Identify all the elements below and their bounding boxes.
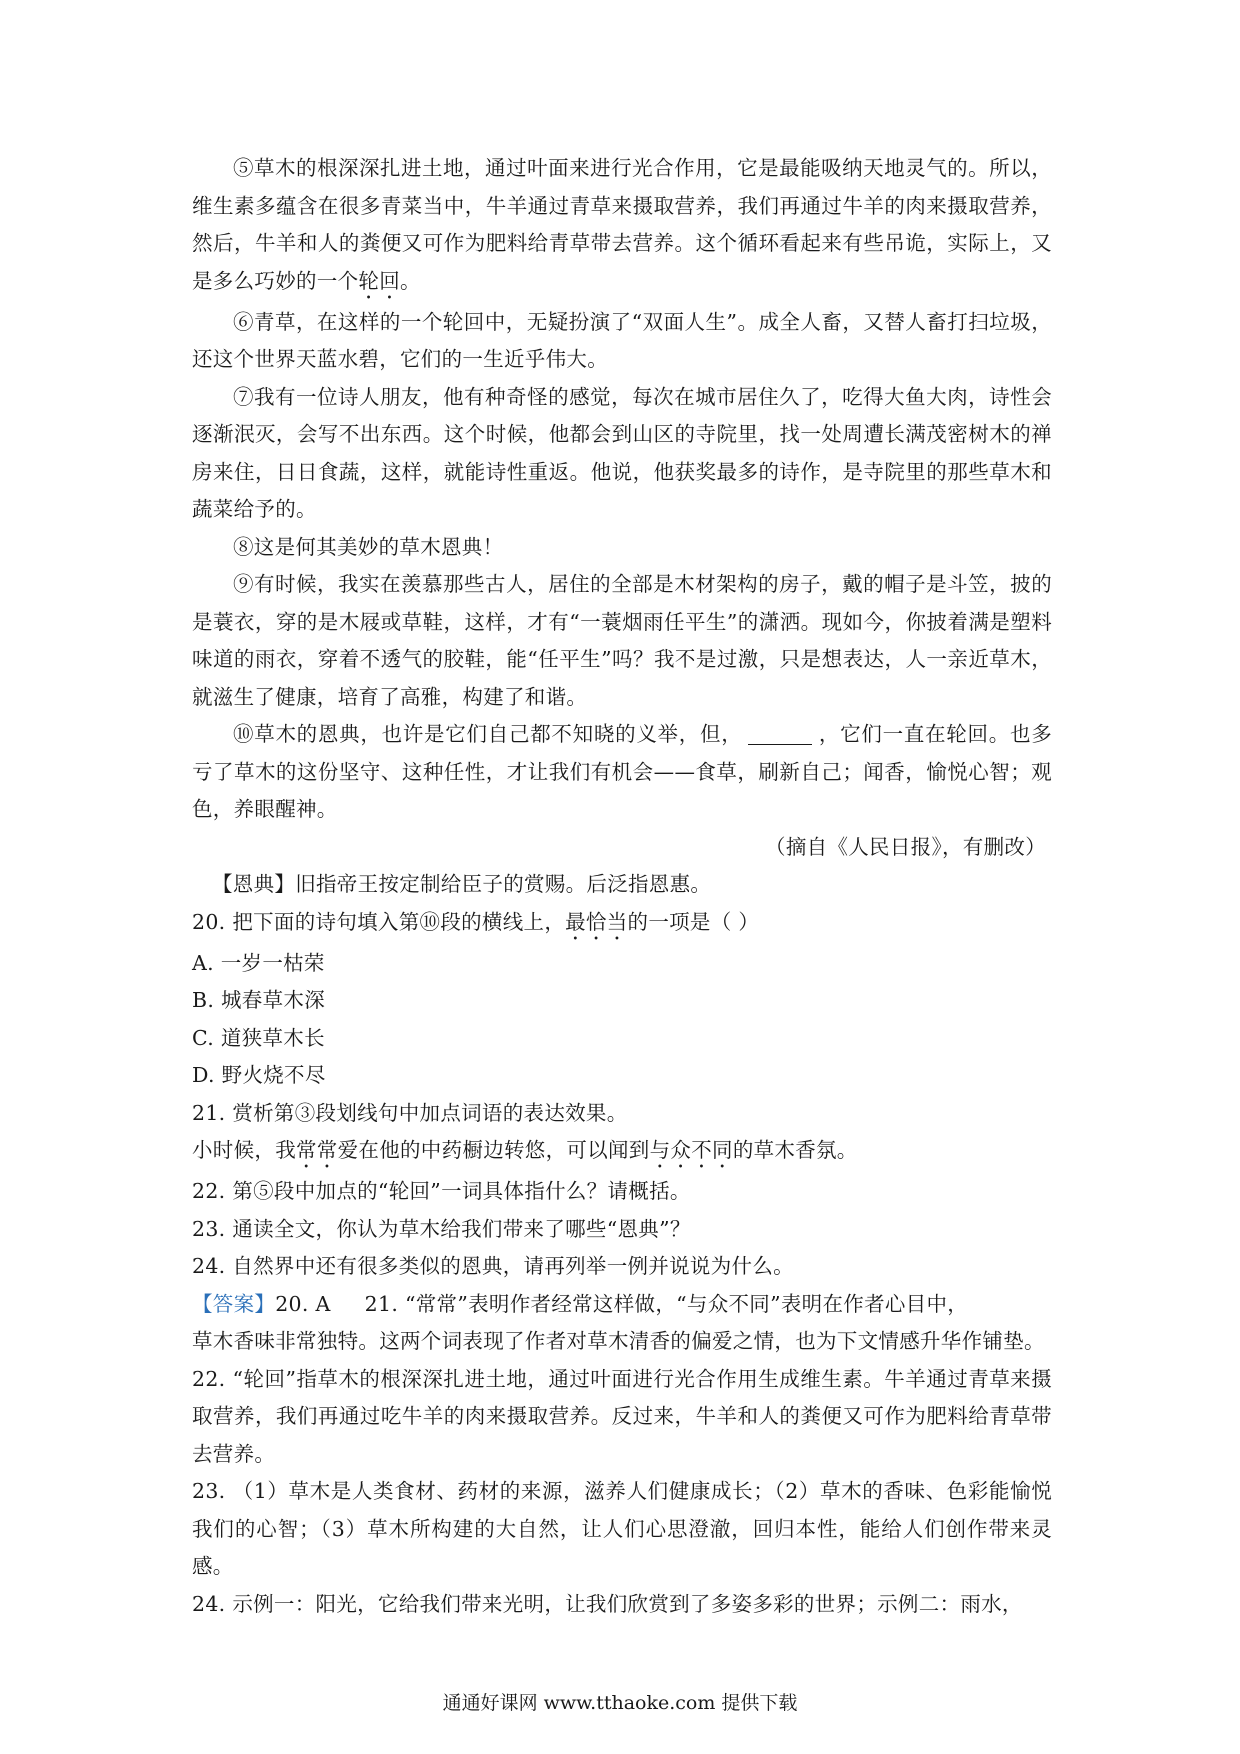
answer-20: 20. A xyxy=(275,1291,331,1316)
paragraph-6: ⑥青草，在这样的一个轮回中，无疑扮演了“双面人生”。成全人畜，又替人畜打扫垃圾，还这个世界天蓝水碧，它们的一生近乎伟大。 xyxy=(192,309,1052,371)
answer-21-first: 21. “常常”表明作者经常这样做，“与众不同”表明在作者心目中， xyxy=(364,1291,969,1316)
source-citation: （摘自《人民日报》，有删改） xyxy=(765,834,1046,859)
question-20-before: 20. 把下面的诗句填入第⑩段的横线上， xyxy=(192,909,566,934)
answer-20-21 xyxy=(192,1286,1052,1324)
paragraph-5 xyxy=(192,150,1052,304)
paragraph-10-before: ⑩草木的恩典，也许是它们自己都不知晓的义举，但， xyxy=(233,722,743,746)
question-24: 24. 自然界中还有很多类似的恩典，请再列举一例并说说为什么。 xyxy=(192,1254,794,1278)
sentence-part-3: 的草木香氛。 xyxy=(732,1138,858,1162)
option-c: C. 道狭草木长 xyxy=(192,1025,325,1050)
paragraph-10 xyxy=(192,716,1052,829)
answer-22: 22. “轮回”指草木的根深深扎进土地，通过叶面进行光合作用生成维生素。牛羊通过青草来摄取营养，我们再通过吃牛羊的肉来摄取营养。反过来，牛羊和人的粪便又可作为肥料给青草带去营养。 xyxy=(192,1366,1052,1466)
answer-23: 23. （1）草木是人类食材、药材的来源，滋养人们健康成长；（2）草木的香味、色彩能愉悦我们的心智；（3）草木所构建的大自然，让人们心思澄澈，回归本性，能给人们创作带来灵感。 xyxy=(192,1479,1052,1578)
dotted-word-changchang: 常常 xyxy=(296,1138,338,1162)
paragraph-9: ⑨有时候，我实在羡慕那些古人，居住的全部是木材架构的房子，戴的帽子是斗笠，披的是蓑衣，穿的是木屐或草鞋，这样，才有“一蓑烟雨任平生”的潇洒。现如今，你披着满是塑料味道的雨衣，穿着不透气的胶鞋，能“任平生”吗？我不是过激，只是想表达，人一亲近草木，就滋生了健康，培育了高雅，构建了和谐。 xyxy=(192,572,1052,709)
paragraph-5-text: ⑤草木的根深深扎进土地，通过叶面来进行光合作用，它是最能吸纳天地灵气的。所以，维生素多蕴含在很多青菜当中，牛羊通过青草来摄取营养，我们再通过牛羊的肉来摄取营养，然后，牛羊和人的粪便又可作为肥料给青草带去营养。这个循环看起来有些吊诡，实际上，又是多么巧妙的一个 xyxy=(192,156,1052,293)
paragraph-5-tail: 。 xyxy=(400,268,421,293)
paragraph-7: ⑦我有一位诗人朋友，他有种奇怪的感觉，每次在城市居住久了，吃得大鱼大肉，诗性会逐渐泯灭，会写不出东西。这个时候，他都会到山区的寺院里，找一处周遭长满茂密树木的禅房来住，日日食蔬，这样，就能诗性重返。他说，他获奖最多的诗作，是寺院里的那些草木和蔬菜给予的。 xyxy=(192,384,1052,521)
sentence-part-1: 小时候，我 xyxy=(192,1138,296,1162)
answer-24: 24. 示例一：阳光，它给我们带来光明，让我们欣赏到了多姿多彩的世界；示例二：雨水， xyxy=(192,1591,1023,1616)
option-a: A. 一岁一枯荣 xyxy=(192,950,325,975)
option-b: B. 城春草木深 xyxy=(192,988,325,1012)
answer-tag: 【答案】 xyxy=(192,1291,276,1316)
paragraph-10-after: ，它们一直在轮回。也多亏了草木的这份坚守、这种任性，才让我们有机会——食草，刷新自己；闻香，愉悦心智；观色，养眼醒神。 xyxy=(192,722,1052,821)
page-footer: 通通好课网 www.tthaoke.com 提供下载 xyxy=(442,1692,798,1714)
sentence-part-2: 爱在他的中药橱边转悠，可以闻到 xyxy=(337,1138,650,1162)
term-note: 【恩典】旧指帝王按定制给臣子的赏赐。后泛指恩惠。 xyxy=(212,872,712,896)
question-23: 23. 通读全文，你认为草木给我们带来了哪些“恩典”？ xyxy=(192,1216,691,1241)
dotted-word-yuzhongbutong: 与众不同 xyxy=(649,1138,733,1162)
paragraph-8: ⑧这是何其美妙的草木恩典！ xyxy=(233,534,504,559)
question-22: 22. 第⑤段中加点的“轮回”一词具体指什么？请概括。 xyxy=(192,1179,691,1203)
question-21: 21. 赏析第③段划线句中加点词语的表达效果。 xyxy=(192,1100,628,1125)
question-20-after: 的一项是（ ） xyxy=(627,909,760,934)
dotted-word-most-appropriate: 最恰当 xyxy=(565,909,628,934)
question-21-sentence xyxy=(192,1132,1052,1173)
option-d: D. 野火烧不尽 xyxy=(192,1063,326,1087)
question-20 xyxy=(192,904,1052,945)
answer-21-rest: 草木香味非常独特。这两个词表现了作者对草木清香的偏爱之情，也为下文情感升华作铺垫。 xyxy=(192,1329,1045,1353)
dotted-word-lunhui: 轮回 xyxy=(358,268,401,293)
article-body xyxy=(192,150,1052,1623)
fill-in-blank xyxy=(748,724,812,745)
